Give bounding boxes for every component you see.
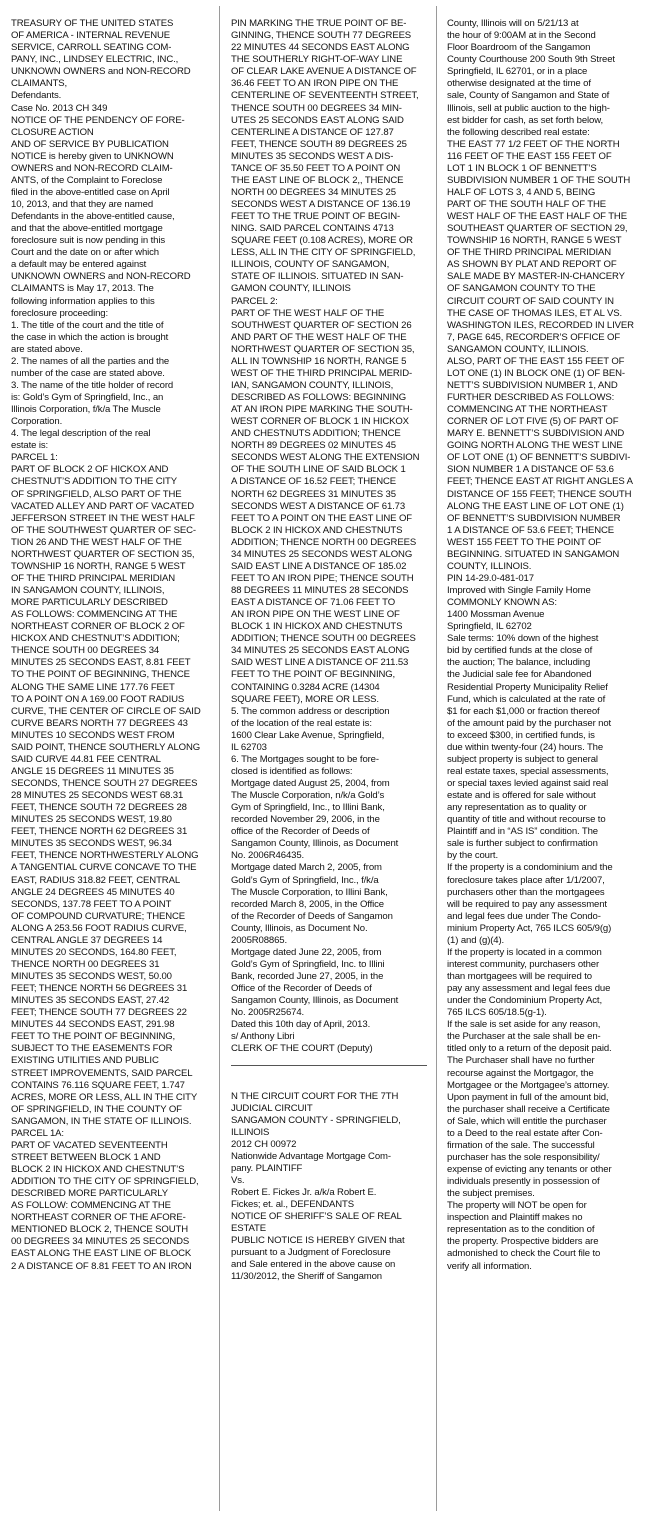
column-divider-left	[219, 6, 220, 1511]
column-1	[11, 6, 209, 1273]
column-2	[231, 6, 429, 1284]
sheriff-sale-notice-part-2: County, Illinois will on 5/21/13 at the hour of 9:00AM at in the Second Floor Boardroom of the Sangamon County Courthouse 200 South 9th Street Springfield, IL 62701, or in a place otherwise designated at the time of sale, County of Sangamon and State of Illinois, sell at public auction to the high- est bidder for cash, as set forth below, the following described real estate: THE EAST 77 1/2 FEET OF THE NORTH 116 FEET OF THE EAST 155 FEET OF LOT 1 IN BLOCK 1 OF BENNETT’S SUBDIVISION NUMBER 1 OF THE SOUTH HALF OF LOTS 3, 4 AND 5, BEING PART OF THE SOUTH HALF OF THE WEST HALF OF THE EAST HALF OF THE SOUTHEAST QUARTER OF SECTION 29, TOWNSHIP 16 NORTH, RANGE 5 WEST OF THE THIRD PRINCIPAL MERIDIAN AS SHOWN BY PLAT AND REPORT OF SALE MADE BY MASTER-IN-CHANCERY OF SANGAMON COUNTY TO THE CIRCUIT COURT OF SAID COUNTY IN THE CASE OF THOMAS ILES, ET AL VS. WASHINGTON ILES, RECORDED IN LIVER 7, PAGE 645, RECORDER’S OFFICE OF SANGAMON COUNTY, ILLINOIS. ALSO, PART OF THE EAST 155 FEET OF LOT ONE (1) IN BLOCK ONE (1) OF BEN- NETT’S SUBDIVISION NUMBER 1, AND FURTHER DESCRIBED AS FOLLOWS: COMMENCING AT THE NORTHEAST CORNER OF LOT FIVE (5) OF PART OF MARY E. BENNETT’S SUBDIVISION AND GOING NORTH ALONG THE WEST LINE OF LOT ONE (1) OF BENNETT’S SUBDIVI- SION NUMBER 1 A DISTANCE OF 53.6 FEET; THENCE EAST AT RIGHT ANGLES A DISTANCE OF 155 FEET; THENCE SOUTH ALONG THE EAST LINE OF LOT ONE (1) OF BENNETT’S SUBDIVISION NUMBER 1 A DISTANCE OF 53.6 FEET; THENCE WEST 155 FEET TO THE POINT OF BEGINNING. SITUATED IN SANGAMON COUNTY, ILLINOIS. PIN 14-29.0-481-017 Improved with Single Family Home COMMONLY KNOWN AS: 1400 Mossman Avenue Springfield, IL 62702 Sale terms: 10% down of the highest bid by certified funds at the close of the auction; The balance, including the Judicial sale fee for Abandoned Residential Property Municipality Relief Fund, which is calculated at the rate of $1 for each $1,000 or fraction thereof of the amount paid by the purchaser not to exceed $300, in certified funds, is due within twenty-four (24) hours. The subject property is subject to general real estate taxes, special assessments, or special taxes levied against said real estate and is offered for sale without any representation as to quality or quantity of title and without recourse to Plaintiff and in “AS IS” condition. The sale is further subject to confirmation by the court. If the property is a condominium and the foreclosure takes place after 1/1/2007, purchasers other than the mortgagees will be required to pay any assessment and legal fees due under The Condo- minium Property Act, 765 ILCS 605/9(g) (1) and (g)(4). If the property is located in a common interest community, purchasers other than mortgagees will be required to pay any assessment and legal fees due under the Condominium Property Act, 765 ILCS 605/18.5(g-1). If the sale is set aside for any reason, the Purchaser at the sale shall be en- titled only to a return of the deposit paid. The Purchaser shall have no further recourse against the Mortgagor, the Mortgagee or the Mortgagee’s attorney. Upon payment in full of the amount bid, the purchaser shall receive a Certificate of Sale, which will entitle the purchaser to a Deed to the real estate after Con- firmation of the sale. The successful purchaser has the sole responsibility/ expense of evicting any tenants or other individuals presently in possession of the subject premises. The property will NOT be open for inspection and Plaintiff makes no representation as to the condition of the property. Prospective bidders are admonished to check the Court file to verify all information.	[447, 18, 634, 1272]
foreclosure-notice-part-1: TREASURY OF THE UNITED STATES OF AMERICA - INTERNAL REVENUE SERVICE, CARROLL SEATING COM- PANY, INC., LINDSEY ELECTRIC, INC., UNKNOWN OWNERS and NON-RECORD CLAIMANTS, Defendants. Case No. 2013 CH 349 NOTICE OF THE PENDENCY OF FORE- CLOSURE ACTION AND OF SERVICE BY PUBLICATION NOTICE is hereby given to UNKNOWN OWNERS and NON-RECORD CLAIM- ANTS, of the Complaint to Foreclose filed in the above-entitled case on April 10, 2013, and that they are named Defendants in the above-entitled cause, and that the above-entitled mortgage foreclosure suit is now pending in this Court and the date on or after which a default may be entered against UNKNOWN OWNERS and NON-RECORD CLAIMANTS is May 17, 2013. The following information applies to this foreclosure proceeding: 1. The title of the court and the title of the case in which the action is brought are stated above. 2. The names of all the parties and the number of the case are stated above. 3. The name of the title holder of record is: Gold’s Gym of Springfield, Inc., an Illinois Corporation, f/k/a The Muscle Corporation. 4. The legal description of the real estate is: PARCEL 1: PART OF BLOCK 2 OF HICKOX AND CHESTNUT’S ADDITION TO THE CITY OF SPRINGFIELD, ALSO PART OF THE VACATED ALLEY AND PART OF VACATED JEFFERSON STREET IN THE WEST HALF OF THE SOUTHWEST QUARTER OF SEC- TION 26 AND THE WEST HALF OF THE NORTHWEST QUARTER OF SECTION 35, TOWNSHIP 16 NORTH, RANGE 5 WEST OF THE THIRD PRINCIPAL MERIDIAN IN SANGAMON COUNTY, ILLINOIS, MORE PARTICULARLY DESCRIBED AS FOLLOWS: COMMENCING AT THE NORTHEAST CORNER OF BLOCK 2 OF HICKOX AND CHESTNUT’S ADDITION; THENCE SOUTH 00 DEGREES 34 MINUTES 25 SECONDS EAST, 8.81 FEET TO THE POINT OF BEGINNING, THENCE ALONG THE SAME LINE 177.76 FEET TO A POINT ON A 169.00 FOOT RADIUS CURVE, THE CENTER OF CIRCLE OF SAID CURVE BEARS NORTH 77 DEGREES 43 MINUTES 10 SECONDS WEST FROM SAID POINT, THENCE SOUTHERLY ALONG SAID CURVE 44.81 FEE CENTRAL ANGLE 15 DEGREES 11 MINUTES 35 SECONDS, THENCE SOUTH 27 DEGREES 28 MINUTES 25 SECONDS WEST 68.31 FEET, THENCE SOUTH 72 DEGREES 28 MINUTES 25 SECONDS WEST, 19.80 FEET, THENCE NORTH 62 DEGREES 31 MINUTES 35 SECONDS WEST, 96.34 FEET, THENCE NORTHWESTERLY ALONG A TANGENTIAL CURVE CONCAVE TO THE EAST, RADIUS 318.82 FEET, CENTRAL ANGLE 24 DEGREES 45 MINUTES 40 SECONDS, 137.78 FEET TO A POINT OF COMPOUND CURVATURE; THENCE ALONG A 253.56 FOOT RADIUS CURVE, CENTRAL ANGLE 37 DEGREES 14 MINUTES 20 SECONDS, 164.80 FEET, THENCE NORTH 00 DEGREES 31 MINUTES 35 SECONDS WEST, 50.00 FEET; THENCE NORTH 56 DEGREES 31 MINUTES 35 SECONDS EAST, 27.42 FEET; THENCE SOUTH 77 DEGREES 22 MINUTES 44 SECONDS EAST, 291.98 FEET TO THE POINT OF BEGINNING, SUBJECT TO THE EASEMENTS FOR EXISTING UTILITIES AND PUBLIC STREET IMPROVEMENTS, SAID PARCEL CONTAINS 76.116 SQUARE FEET, 1.747 ACRES, MORE OR LESS, ALL IN THE CITY OF SPRINGFIELD, IN THE COUNTY OF SANGAMON, IN THE STATE OF ILLINOIS. PARCEL 1A: PART OF VACATED SEVENTEENTH STREET BETWEEN BLOCK 1 AND BLOCK 2 IN HICKOX AND CHESTNUT’S ADDITION TO THE CITY OF SPRINGFIELD, DESCRIBED MORE PARTICULARLY AS FOLLOW: COMMENCING AT THE NORTHEAST CORNER OF THE AFORE- MENTIONED BLOCK 2, THENCE SOUTH 00 DEGREES 34 MINUTES 25 SECONDS EAST ALONG THE EAST LINE OF BLOCK 2 A DISTANCE OF 8.81 FEET TO AN IRON	[11, 18, 201, 1272]
notice-separator	[231, 1065, 427, 1066]
sheriff-sale-notice-part-1: N THE CIRCUIT COURT FOR THE 7TH JUDICIAL CIRCUIT SANGAMON COUNTY - SPRINGFIELD, ILLINOIS 2012 CH 00972 Nationwide Advantage Mortgage Com- pany. PLAINTIFF Vs. Robert E. Fickes Jr. a/k/a Robert E. Fickes; et. al., DEFENDANTS NOTICE OF SHERIFF’S SALE OF REAL ESTATE PUBLIC NOTICE IS HEREBY GIVEN that pursuant to a Judgment of Foreclosure and Sale entered in the above cause on 11/30/2012, the Sheriff of Sangamon	[231, 1090, 405, 1283]
column-divider-right	[436, 6, 437, 1511]
column-3	[447, 6, 647, 1273]
foreclosure-notice-part-2: PIN MARKING THE TRUE POINT OF BE- GINNING, THENCE SOUTH 77 DEGREES 22 MINUTES 44 SECONDS EAST ALONG THE SOUTHERLY RIGHT-OF-WAY LINE OF CLEAR LAKE AVENUE A DISTANCE OF 36.46 FEET TO AN IRON PIPE ON THE CENTERLINE OF SEVENTEENTH STREET, THENCE SOUTH 00 DEGREES 34 MIN- UTES 25 SECONDS EAST ALONG SAID CENTERLINE A DISTANCE OF 127.87 FEET, THENCE SOUTH 89 DEGREES 25 MINUTES 35 SECONDS WEST A DIS- TANCE OF 35.50 FEET TO A POINT ON THE EAST LINE OF BLOCK 2,, THENCE NORTH 00 DEGREES 34 MINUTES 25 SECONDS WEST A DISTANCE OF 136.19 FEET TO THE TRUE POINT OF BEGIN- NING. SAID PARCEL CONTAINS 4713 SQUARE FEET (0.108 ACRES), MORE OR LESS, ALL IN THE CITY OF SPRINGFIELD, ILLINOIS, COUNTY OF SANGAMON, STATE OF ILLINOIS. SITUATED IN SAN- GAMON COUNTY, ILLINOIS PARCEL 2: PART OF THE WEST HALF OF THE SOUTHWEST QUARTER OF SECTION 26 AND PART OF THE WEST HALF OF THE NORTHWEST QUARTER OF SECTION 35, ALL IN TOWNSHIP 16 NORTH, RANGE 5 WEST OF THE THIRD PRINCIPAL MERID- IAN, SANGAMON COUNTY, ILLINOIS, DESCRIBED AS FOLLOWS: BEGINNING AT AN IRON PIPE MARKING THE SOUTH- WEST CORNER OF BLOCK 1 IN HICKOX AND CHESTNUTS ADDITION; THENCE NORTH 89 DEGREES 02 MINUTES 45 SECONDS WEST ALONG THE EXTENSION OF THE SOUTH LINE OF SAID BLOCK 1 A DISTANCE OF 16.52 FEET; THENCE NORTH 62 DEGREES 31 MINUTES 35 SECONDS WEST A DISTANCE OF 61.73 FEET TO A POINT ON THE EAST LINE OF BLOCK 2 IN HICKOX AND CHESTNUTS ADDITION; THENCE NORTH 00 DEGREES 34 MINUTES 25 SECONDS WEST ALONG SAID EAST LINE A DISTANCE OF 185.02 FEET TO AN IRON PIPE; THENCE SOUTH 88 DEGREES 11 MINUTES 28 SECONDS EAST A DISTANCE OF 71.06 FEET TO AN IRON PIPE ON THE WEST LINE OF BLOCK 1 IN HICKOX AND CHESTNUTS ADDITION; THENCE SOUTH 00 DEGREES 34 MINUTES 25 SECONDS EAST ALONG SAID WEST LINE A DISTANCE OF 211.53 FEET TO THE POINT OF BEGINNING, CONTAINING 0.3284 ACRE (14304 SQUARE FEET), MORE OR LESS. 5. The common address or description of the location of the real estate is: 1600 Clear Lake Avenue, Springfield, IL 62703 6. The Mortgages sought to be fore- closed is identified as follows: Mortgage dated August 25, 2004, from The Muscle Corporation, n/k/a Gold’s Gym of Springfield, Inc., to Illini Bank, recorded November 29, 2006, in the office of the Recorder of Deeds of Sangamon County, Illinois, as Document No. 2006R46435. Mortgage dated March 2, 2005, from Gold’s Gym of Springfield, Inc., f/k/a The Muscle Corporation, to Illini Bank, recorded March 8, 2005, in the Office of the Recorder of Deeds of Sangamon County, Illinois, as Document No. 2005R08865. Mortgage dated June 22, 2005, from Gold’s Gym of Springfield, Inc. to Illini Bank, recorded June 27, 2005, in the Office of the Recorder of Deeds of Sangamon County, Illinois, as Document No. 2005R25674. Dated this 10th day of April, 2013. s/ Anthony Libri CLERK OF THE COURT (Deputy)	[231, 18, 420, 1055]
